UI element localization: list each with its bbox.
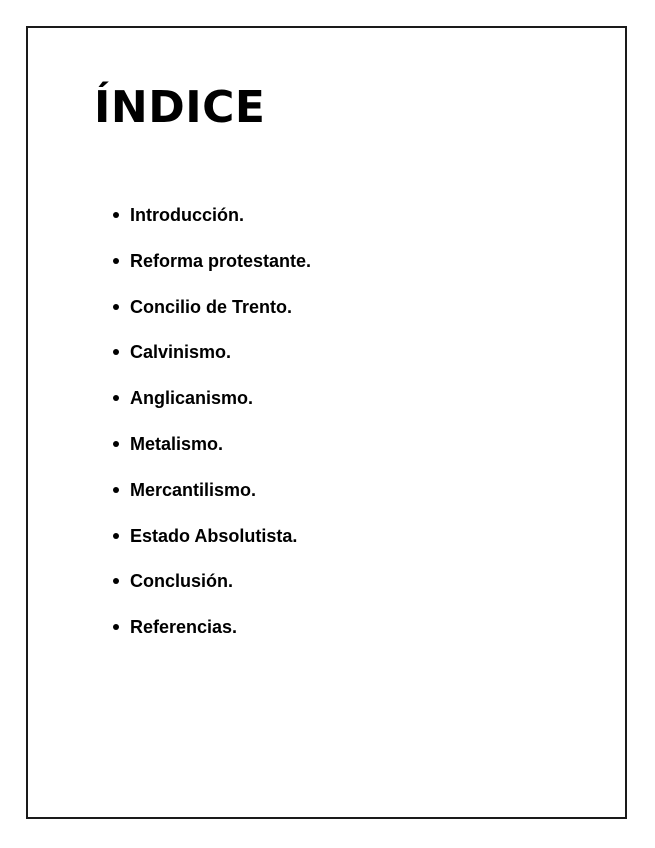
bullet-icon <box>113 349 119 355</box>
document-page <box>26 26 627 819</box>
bullet-icon <box>113 533 119 539</box>
bullet-icon <box>113 624 119 630</box>
toc-item-label: Mercantilismo. <box>130 479 257 500</box>
toc-item-estado-absolutista <box>28 527 625 573</box>
toc-item-label: Concilio de Trento. <box>130 296 293 317</box>
toc-item-introduccion <box>28 206 625 252</box>
bullet-icon <box>113 487 119 493</box>
toc-item-metalismo <box>28 435 625 481</box>
toc-item-label: Introducción. <box>130 205 244 225</box>
toc-item-label: Metalismo. <box>130 433 224 454</box>
toc-item-reforma-protestante <box>28 252 625 298</box>
toc-item-label: Reforma protestante. <box>130 250 312 271</box>
toc-item-mercantilismo <box>28 481 625 527</box>
toc-item-anglicanismo <box>28 389 625 435</box>
table-of-contents <box>28 206 625 664</box>
toc-item-label: Calvinismo. <box>130 342 232 363</box>
toc-item-referencias <box>28 618 625 664</box>
toc-item-label: Estado Absolutista. <box>130 525 298 546</box>
toc-item-label: Referencias. <box>130 617 238 638</box>
bullet-icon <box>113 258 119 264</box>
toc-item-conclusion <box>28 572 625 618</box>
toc-item-concilio-de-trento <box>28 298 625 344</box>
toc-item-label: Anglicanismo. <box>130 388 254 409</box>
bullet-icon <box>113 578 119 584</box>
bullet-icon <box>113 212 119 218</box>
toc-item-label: Conclusión. <box>130 571 233 592</box>
bullet-icon <box>113 304 119 310</box>
index-title: ÍNDICE <box>94 82 266 133</box>
bullet-icon <box>113 395 119 401</box>
toc-item-calvinismo <box>28 343 625 389</box>
bullet-icon <box>113 441 119 447</box>
